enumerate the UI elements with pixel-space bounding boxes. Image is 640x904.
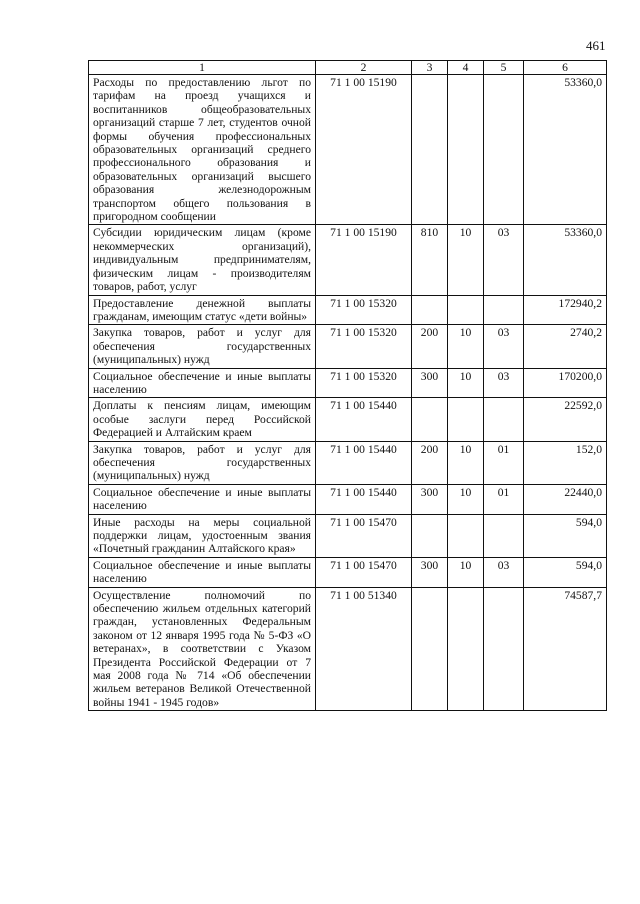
table-header-row xyxy=(89,61,607,75)
table-row xyxy=(89,325,607,368)
row-name: Субсидии юридическим лицам (кроме некоммерческих организаций), индивидуальным предпринимателям, физическим лицам - производителям товаров, работ, услуг xyxy=(89,225,316,295)
row-expense-type xyxy=(412,514,448,557)
row-code: 71 1 00 15320 xyxy=(316,368,412,398)
row-subsection xyxy=(484,295,524,325)
header-col-6: 6 xyxy=(524,61,607,75)
header-col-3: 3 xyxy=(412,61,448,75)
row-expense-type: 300 xyxy=(412,368,448,398)
table-row xyxy=(89,557,607,587)
row-name: Доплаты к пенсиям лицам, имеющим особые заслуги перед Российской Федерацией и Алтайским краем xyxy=(89,398,316,441)
row-section xyxy=(448,398,484,441)
row-expense-type xyxy=(412,295,448,325)
row-expense-type xyxy=(412,75,448,225)
row-code: 71 1 00 15190 xyxy=(316,75,412,225)
header-col-4: 4 xyxy=(448,61,484,75)
row-section: 10 xyxy=(448,441,484,484)
row-section xyxy=(448,514,484,557)
row-code: 71 1 00 15440 xyxy=(316,484,412,514)
header-col-2: 2 xyxy=(316,61,412,75)
row-section: 10 xyxy=(448,225,484,295)
table-row xyxy=(89,441,607,484)
table-row xyxy=(89,587,607,711)
row-name: Закупка товаров, работ и услуг для обеспечения государственных (муниципальных) нужд xyxy=(89,325,316,368)
row-code: 71 1 00 15470 xyxy=(316,514,412,557)
row-code: 71 1 00 15190 xyxy=(316,225,412,295)
row-subsection xyxy=(484,514,524,557)
table-row xyxy=(89,225,607,295)
row-sum: 594,0 xyxy=(524,514,607,557)
row-expense-type xyxy=(412,587,448,711)
row-code: 71 1 00 51340 xyxy=(316,587,412,711)
row-expense-type xyxy=(412,398,448,441)
row-name: Иные расходы на меры социальной поддержки лицам, удостоенным звания «Почетный гражданин Алтайского края» xyxy=(89,514,316,557)
row-section: 10 xyxy=(448,368,484,398)
row-subsection: 03 xyxy=(484,325,524,368)
row-sum: 53360,0 xyxy=(524,75,607,225)
row-sum: 152,0 xyxy=(524,441,607,484)
table-row xyxy=(89,75,607,225)
row-sum: 2740,2 xyxy=(524,325,607,368)
row-code: 71 1 00 15440 xyxy=(316,441,412,484)
row-expense-type: 300 xyxy=(412,557,448,587)
row-expense-type: 810 xyxy=(412,225,448,295)
row-name: Осуществление полномочий по обеспечению жильем отдельных категорий граждан, установленных Федеральным законом от 12 января 1995 года № 5-ФЗ «О ветеранах», в соответствии с Указом Президента Российской Федерации от 7 мая 2008 года № 714 «Об обеспечении жильем ветеранов Великой Отечественной войны 1941 - 1945 годов» xyxy=(89,587,316,711)
row-code: 71 1 00 15440 xyxy=(316,398,412,441)
row-section: 10 xyxy=(448,325,484,368)
table-row xyxy=(89,484,607,514)
row-sum: 594,0 xyxy=(524,557,607,587)
row-expense-type: 200 xyxy=(412,441,448,484)
table-row xyxy=(89,368,607,398)
row-section xyxy=(448,587,484,711)
row-code: 71 1 00 15470 xyxy=(316,557,412,587)
table-row xyxy=(89,398,607,441)
row-sum: 22592,0 xyxy=(524,398,607,441)
row-sum: 172940,2 xyxy=(524,295,607,325)
budget-table xyxy=(88,60,607,711)
row-code: 71 1 00 15320 xyxy=(316,325,412,368)
page-number: 461 xyxy=(586,38,606,53)
row-expense-type: 300 xyxy=(412,484,448,514)
row-subsection: 01 xyxy=(484,484,524,514)
header-col-5: 5 xyxy=(484,61,524,75)
row-name: Социальное обеспечение и иные выплаты населению xyxy=(89,484,316,514)
row-subsection: 03 xyxy=(484,225,524,295)
row-name: Расходы по предоставлению льгот по тарифам на проезд учащихся и воспитанников общеобразовательных организаций старше 7 лет, студентов очной формы обучения профессиональных образовательных организаций среднего профессионального образования и образовательных организаций высшего образования железнодорожным транспортом общего пользования в пригородном сообщении xyxy=(89,75,316,225)
row-section: 10 xyxy=(448,484,484,514)
row-subsection: 03 xyxy=(484,557,524,587)
row-subsection xyxy=(484,587,524,711)
row-name: Социальное обеспечение и иные выплаты населению xyxy=(89,368,316,398)
row-code: 71 1 00 15320 xyxy=(316,295,412,325)
row-sum: 170200,0 xyxy=(524,368,607,398)
table-row xyxy=(89,514,607,557)
row-section xyxy=(448,295,484,325)
row-subsection: 03 xyxy=(484,368,524,398)
row-section: 10 xyxy=(448,557,484,587)
row-subsection xyxy=(484,75,524,225)
row-name: Социальное обеспечение и иные выплаты населению xyxy=(89,557,316,587)
row-sum: 74587,7 xyxy=(524,587,607,711)
row-sum: 53360,0 xyxy=(524,225,607,295)
row-sum: 22440,0 xyxy=(524,484,607,514)
row-section xyxy=(448,75,484,225)
row-subsection: 01 xyxy=(484,441,524,484)
table-row xyxy=(89,295,607,325)
header-col-1: 1 xyxy=(89,61,316,75)
row-subsection xyxy=(484,398,524,441)
row-name: Предоставление денежной выплаты гражданам, имеющим статус «дети войны» xyxy=(89,295,316,325)
row-expense-type: 200 xyxy=(412,325,448,368)
row-name: Закупка товаров, работ и услуг для обеспечения государственных (муниципальных) нужд xyxy=(89,441,316,484)
